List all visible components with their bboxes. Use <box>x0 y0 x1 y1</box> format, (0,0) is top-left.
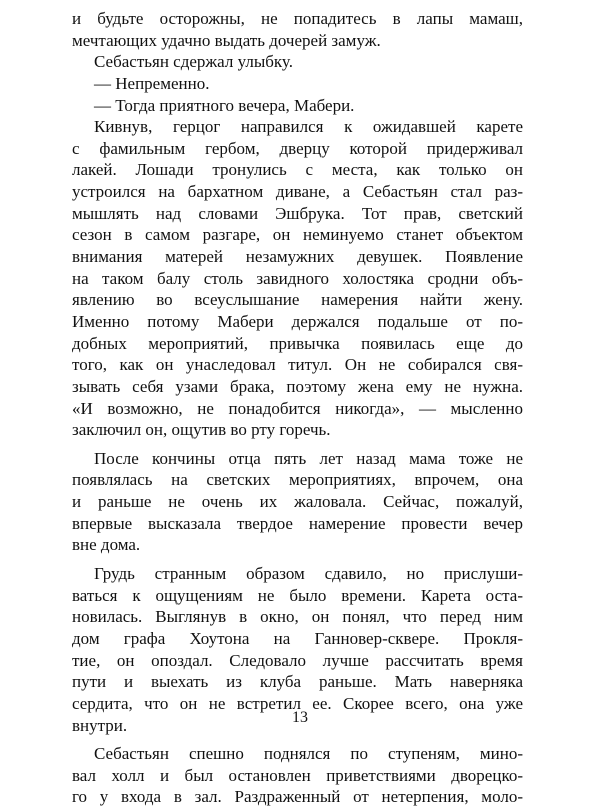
text-line: сезон в самом разгаре, он неминуемо станет объектом <box>72 225 523 245</box>
text-line: Себастьян сдержал улыбку. <box>94 52 293 72</box>
text-line: го у входа в зал. Раздраженный от нетерпения, моло- <box>72 787 523 807</box>
text-line: впервые высказала твердое намерение провести вечер <box>72 513 523 533</box>
text-line: устроился на бархатном диване, а Себастьян стал раз- <box>72 182 523 202</box>
text-line: ваться к ощущениям не было времени. Карета оста- <box>72 585 523 605</box>
text-line: на таком балу столь завидного холостяка сродни объ- <box>72 268 523 288</box>
paragraph-gap <box>72 736 523 743</box>
text-line: внутри. <box>72 715 128 735</box>
text-line: «И возможно, не понадобится никогда», — мысленно <box>72 398 523 418</box>
text-line: — Тогда приятного вечера, Мабери. <box>94 95 355 115</box>
paragraph <box>72 8 523 51</box>
text-line: внимания матерей незамужних девушек. Появление <box>72 247 523 267</box>
text-line: вне дома. <box>72 535 141 555</box>
text-line: вал холл и был остановлен приветствиями дворецко- <box>72 765 523 785</box>
text-line: появлялась на светских мероприятиях, впрочем, она <box>72 470 523 490</box>
paragraph-gap <box>72 556 523 563</box>
text-line: Кивнув, герцог направился к ожидавшей карете <box>94 117 523 137</box>
text-line: Именно потому Мабери держался подальше от по- <box>72 311 523 331</box>
text-line: и раньше не очень их жаловала. Сейчас, пожалуй, <box>72 492 523 512</box>
text-line: дом графа Хоутона на Ганновер-сквере. Прокля- <box>72 628 523 648</box>
text-line: добных мероприятий, привычка появилась еще до <box>72 333 523 353</box>
paragraph <box>72 743 523 808</box>
text-line: Грудь странным образом сдавило, но прислуши- <box>94 564 523 584</box>
text-line: того, как он унаследовал титул. Он не собирался свя- <box>72 355 523 375</box>
text-line: новилась. Выглянув в окно, он понял, что перед ним <box>72 607 523 627</box>
text-line: зывать себя узами брака, поэтому жена ему не нужна. <box>72 376 523 396</box>
body-text <box>72 8 523 808</box>
text-line: заключил он, ощутив во рту горечь. <box>72 420 331 440</box>
text-line: и будьте осторожны, не попадитесь в лапы мамаш, <box>72 9 523 28</box>
text-line: лакей. Лошади тронулись с места, как только он <box>72 160 523 180</box>
text-line: — Непременно. <box>94 73 210 93</box>
text-line: явлению во всеуслышание намерения найти жену. <box>72 290 523 310</box>
text-line: пути и выехать из клуба раньше. Мать наверняка <box>72 672 523 692</box>
text-line: сердита, что он не встретил ее. Скорее всего, она уже <box>72 693 523 713</box>
text-line: мышлять над словами Эшбрука. Тот прав, светский <box>72 203 523 223</box>
paragraph <box>72 448 523 556</box>
paragraph <box>72 95 523 117</box>
text-line: мечтающих удачно выдать дочерей замуж. <box>72 30 381 50</box>
text-line: с фамильным гербом, дверцу которой придерживал <box>72 138 523 158</box>
paragraph-gap <box>72 441 523 448</box>
paragraph <box>72 51 523 73</box>
paragraph <box>72 73 523 95</box>
text-line: тие, он опоздал. Следовало лучше рассчитать время <box>72 650 523 670</box>
paragraph <box>72 116 523 441</box>
page-number: 13 <box>292 709 308 726</box>
text-line: После кончины отца пять лет назад мама тоже не <box>94 448 523 468</box>
text-line: Себастьян спешно поднялся по ступеням, мино- <box>94 744 523 764</box>
